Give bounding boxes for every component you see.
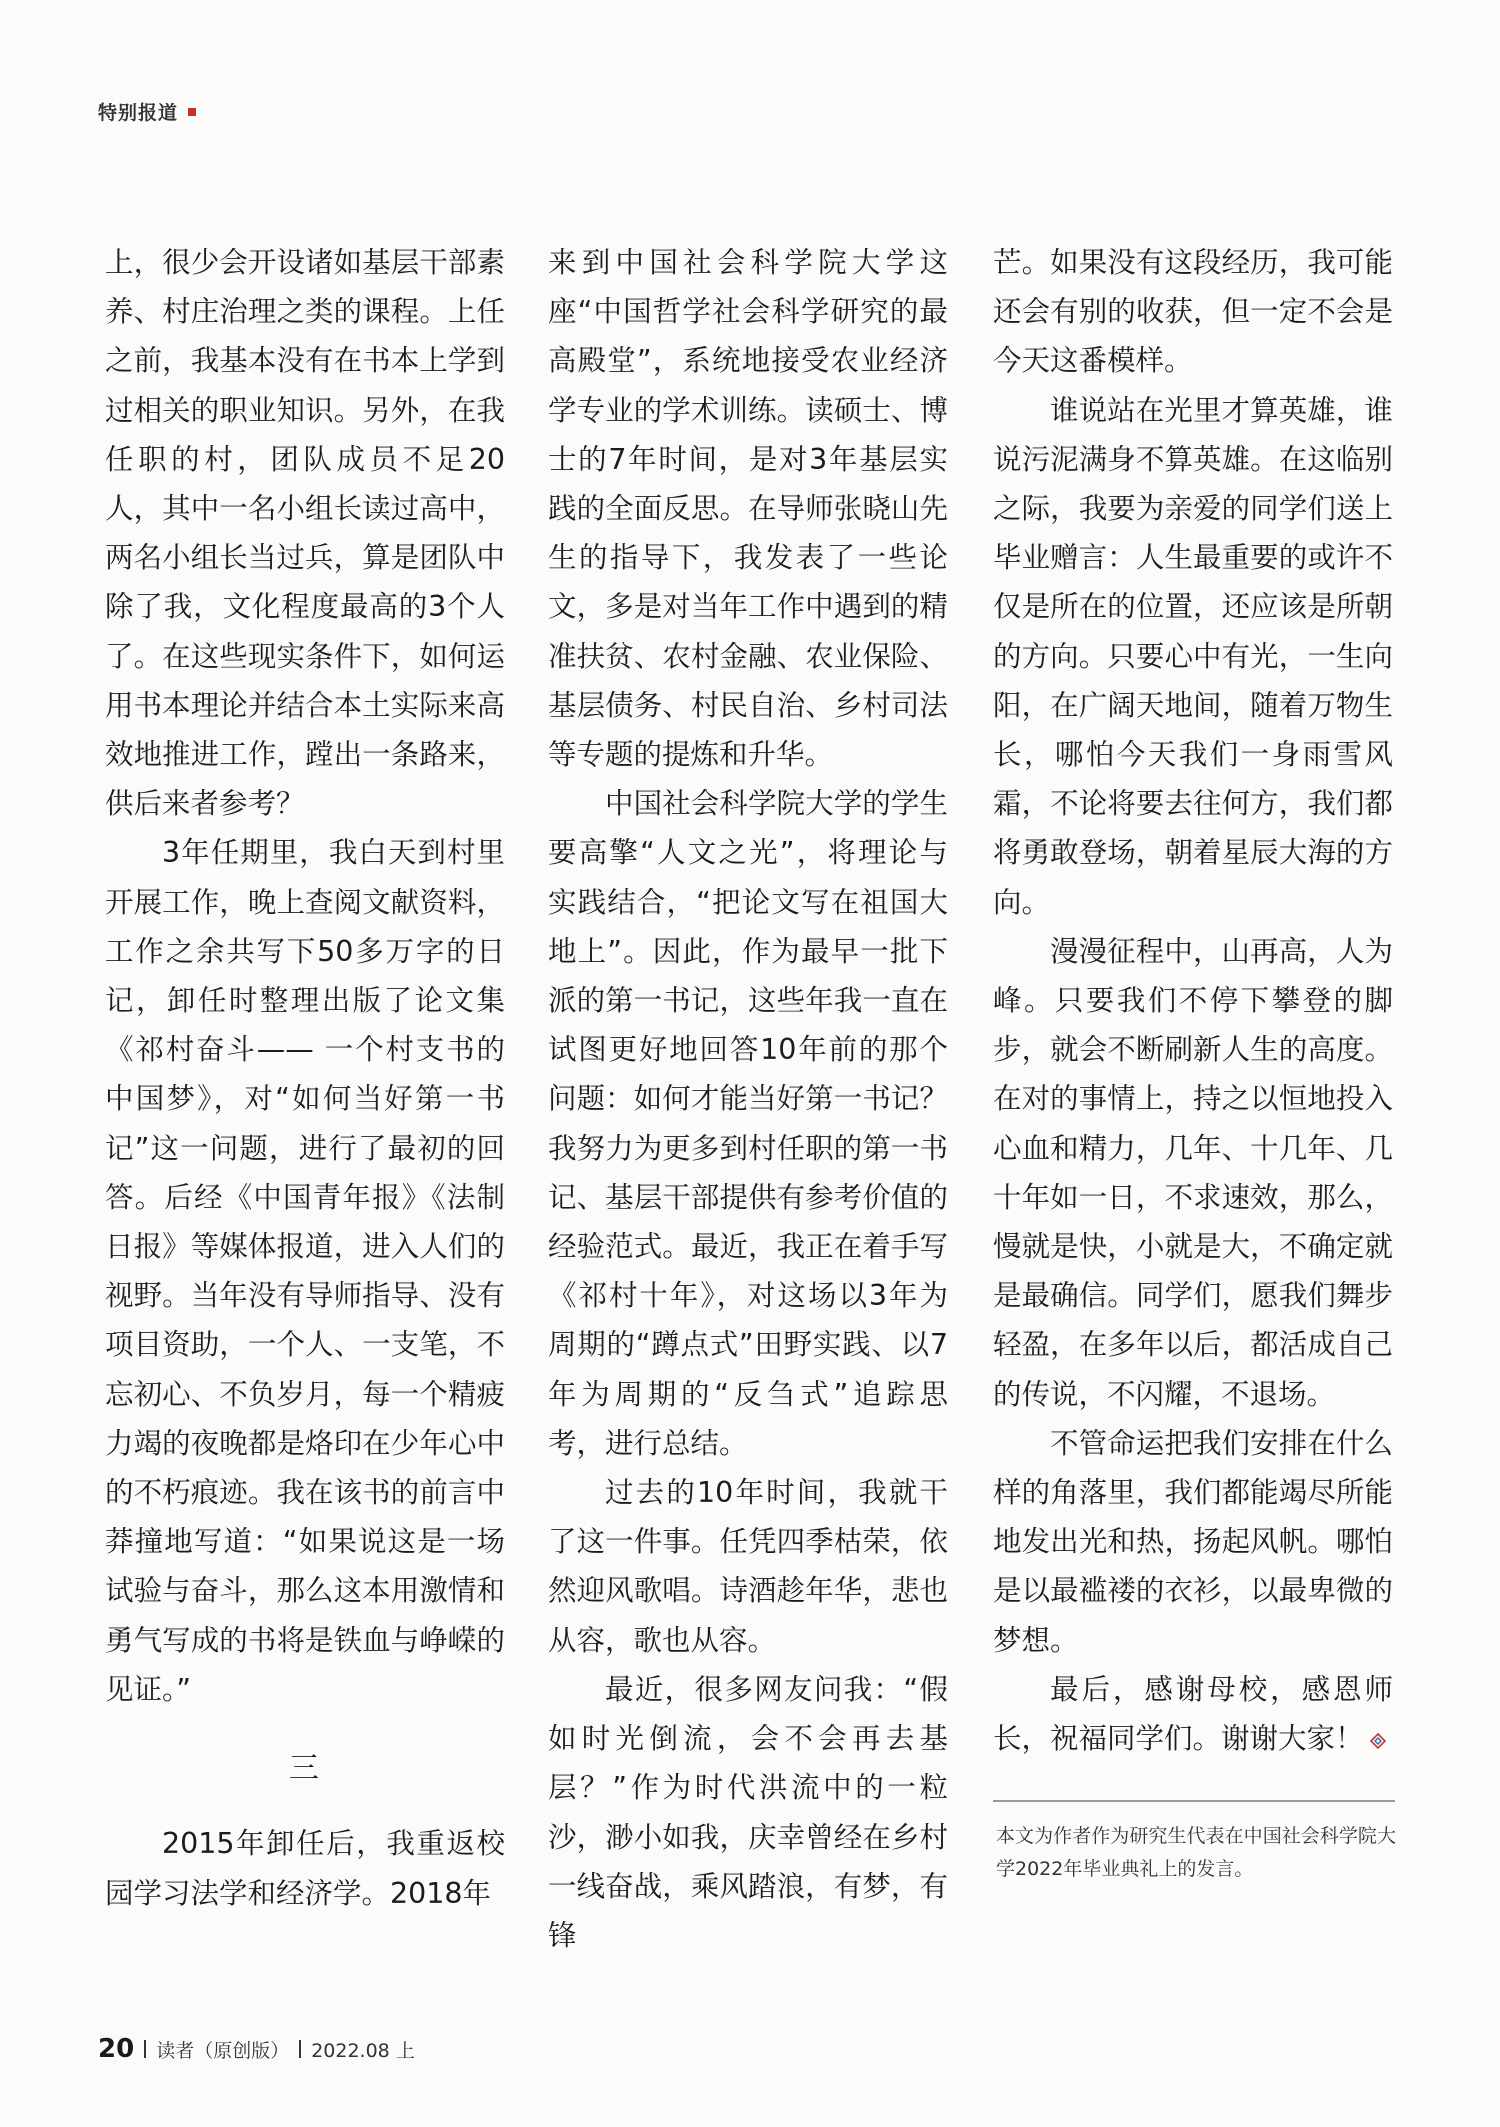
issue-label: 2022.08 上 xyxy=(311,2040,415,2062)
publication-name: 读者（原创版） xyxy=(156,2040,290,2062)
section-header xyxy=(98,98,196,125)
section-title: 特别报道 xyxy=(98,102,179,124)
paragraph: 上，很少会开设诸如基层干部素养、村庄治理之类的课程。上任之前，我基本没有在书本上学到过相关的职业知识。另外，在我任职的村，团队成员不足20人，其中一名小组长读过高中，两名小组长当过兵，算是团队中除了我，文化程度最高的3个人了。在这些现实条件下，如何运用书本理论并结合本土实际来高效地推进工作，蹚出一条路来，供后来者参考？ xyxy=(105,246,505,821)
paragraph: 3年任期里，我白天到村里开展工作，晚上查阅文献资料，工作之余共写下50多万字的日记，卸任时整理出版了论文集《祁村奋斗—— 一个村支书的中国梦》，对“如何当好第一书记”这一问题，进行了最初的回答。后经《中国青年报》《法制日报》等媒体报道，进入人们的视野。当年没有导师指导、没有项目资助，一个人、一支笔，不忘初心、不负岁月，每一个精疲力竭的夜晚都是烙印在少年心中的不朽痕迹。我在该书的前言中莽撞地写道：“如果说这是一场试验与奋斗，那么这本用激情和勇气写成的书将是铁血与峥嵘的见证。” xyxy=(105,836,505,1706)
paragraph: 漫漫征程中，山再高，人为峰。只要我们不停下攀登的脚步，就会不断刷新人生的高度。在对的事情上，持之以恒地投入心血和精力，几年、十几年、几十年如一日，不求速效，那么，慢就是快，小就是大，不确定就是最确信。同学们，愿我们舞步轻盈，在多年以后，都活成自己的传说，不闪耀，不退场。 xyxy=(993,934,1393,1411)
end-mark-icon xyxy=(1370,1733,1386,1749)
footnote: 本文为作者作为研究生代表在中国社会科学院大学2022年毕业典礼上的发言。 xyxy=(996,1825,1396,1880)
paragraph: 不管命运把我们安排在什么样的角落里，我们都能竭尽所能地发出光和热，扬起风帆。哪怕是以最褴褛的衣衫，以最卑微的梦想。 xyxy=(993,1426,1393,1657)
paragraph: 谁说站在光里才算英雄，谁说污泥满身不算英雄。在这临别之际，我要为亲爱的同学们送上毕业赠言：人生最重要的或许不仅是所在的位置，还应该是所朝的方向。只要心中有光，一生向阳，在广阔天地间，随着万物生长，哪怕今天我们一身雨雪风霜，不论将要去往何方，我们都将勇敢登场，朝着星辰大海的方向。 xyxy=(993,393,1393,919)
article-column-2 xyxy=(548,238,948,1960)
article-column-1 xyxy=(105,238,505,1918)
section-number: 三 xyxy=(289,1751,321,1787)
paragraph: 来到中国社会科学院大学这座“中国哲学社会科学研究的最高殿堂”，系统地接受农业经济学专业的学术训练。读硕士、博士的7年时间，是对3年基层实践的全面反思。在导师张晓山先生的指导下，我发表了一些论文，多是对当年工作中遇到的精准扶贫、农村金融、农业保险、基层债务、村民自治、乡村司法等专题的提炼和升华。 xyxy=(548,246,948,772)
footnote-divider xyxy=(993,1800,1395,1802)
closing-paragraph xyxy=(993,1665,1393,1763)
footer-divider xyxy=(144,2040,146,2058)
paragraph: 中国社会科学院大学的学生要高擎“人文之光”，将理论与实践结合，“把论文写在祖国大地上”。因此，作为最早一批下派的第一书记，这些年我一直在试图更好地回答10年前的那个问题：如何才能当好第一书记？我努力为更多到村任职的第一书记、基层干部提供有参考价值的经验范式。最近，我正在着手写《祁村十年》，对这场以3年为周期的“蹲点式”田野实践、以7年为周期的“反刍式”追踪思考，进行总结。 xyxy=(548,787,948,1460)
closing-text: 最后，感谢母校，感恩师长，祝福同学们。谢谢大家！ xyxy=(993,1672,1393,1756)
page-footer xyxy=(98,2034,415,2064)
article-column-3 xyxy=(993,238,1393,1763)
paragraph: 过去的10年时间，我就干了这一件事。任凭四季枯荣，依然迎风歌唱。诗酒趁年华，悲也从容，歌也从容。 xyxy=(548,1476,948,1657)
page-number: 20 xyxy=(98,2034,135,2064)
paragraph: 最近，很多网友问我：“假如时光倒流，会不会再去基层？”作为时代洪流中的一粒沙，渺小如我，庆幸曾经在乡村一线奋战，乘风踏浪，有梦，有锋 xyxy=(548,1672,948,1952)
section-marker-icon xyxy=(188,108,196,116)
paragraph: 芒。如果没有这段经历，我可能还会有别的收获，但一定不会是今天这番模样。 xyxy=(993,246,1393,378)
paragraph: 2015年卸任后，我重返校园学习法学和经济学。2018年 xyxy=(105,1827,505,1910)
footer-divider xyxy=(299,2040,301,2058)
